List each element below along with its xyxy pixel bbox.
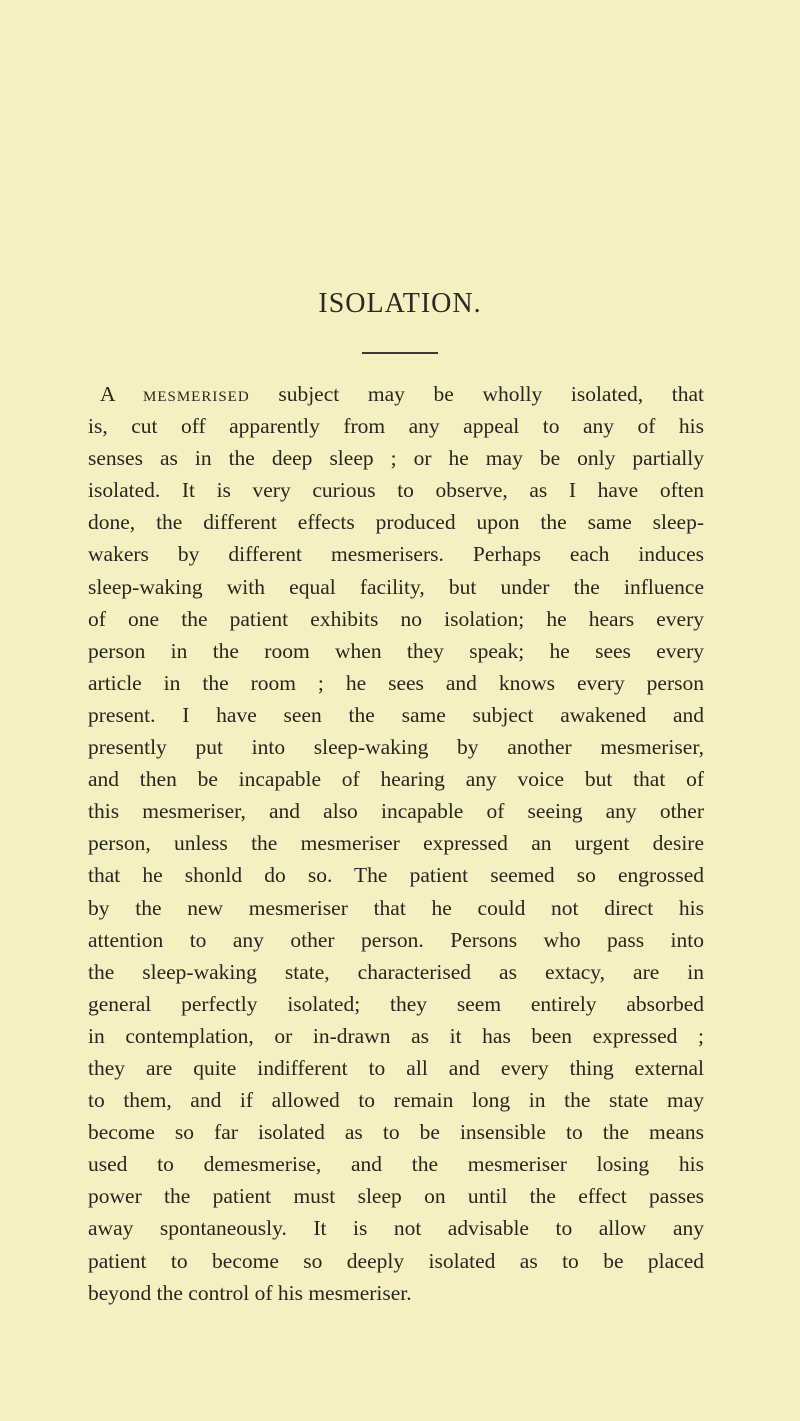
text-line: they are quite indifferent to all and every thing external [88, 1055, 704, 1080]
text-line: done, the different effects produced upon the same sleep- [88, 510, 704, 535]
text-line: to them, and if allowed to remain long in the state may [88, 1088, 704, 1113]
lead-smallcaps: mesmerised [143, 382, 250, 406]
text-line: become so far isolated as to be insensible to the means [88, 1120, 704, 1145]
chapter-paragraph [88, 378, 704, 1309]
text-line: beyond the control of his mesmeriser. [88, 1280, 412, 1305]
text-line: and then be incapable of hearing any voice but that of [88, 767, 704, 792]
chapter-title: ISOLATION. [318, 288, 482, 319]
text-line: this mesmeriser, and also incapable of seeing any other [88, 799, 704, 824]
text-line: used to demesmerise, and the mesmeriser losing his [88, 1152, 704, 1177]
text-line: power the patient must sleep on until the effect passes [88, 1184, 704, 1209]
text-line: in contemplation, or in-drawn as it has been expressed ; [88, 1023, 704, 1048]
text-line: presently put into sleep-waking by another mesmeriser, [88, 735, 704, 760]
title-divider [362, 352, 438, 354]
text-line: that he shonld do so. The patient seemed so engrossed [88, 863, 704, 888]
text-line: person, unless the mesmeriser expressed an urgent desire [88, 831, 704, 856]
text-line: sleep-waking with equal facility, but under the influence [88, 574, 704, 599]
text-line: by the new mesmeriser that he could not direct his [88, 895, 704, 920]
lead-word: A [100, 382, 115, 406]
line-rest: subject may be wholly isolated, that [249, 382, 704, 406]
text-line: wakers by different mesmerisers. Perhaps each induces [88, 542, 704, 567]
text-line: senses as in the deep sleep ; or he may be only partially [88, 446, 704, 471]
text-line: the sleep-waking state, characterised as extacy, are in [88, 959, 704, 984]
text-line: is, cut off apparently from any appeal to any of his [88, 414, 704, 439]
text-line: person in the room when they speak; he sees every [88, 638, 704, 663]
text-line [88, 378, 704, 410]
text-line: of one the patient exhibits no isolation; he hears every [88, 606, 704, 631]
text-line: attention to any other person. Persons who pass into [88, 927, 704, 952]
text-line: isolated. It is very curious to observe, as I have often [88, 478, 704, 503]
text-line: away spontaneously. It is not advisable to allow any [88, 1216, 704, 1241]
text-line: present. I have seen the same subject awakened and [88, 702, 704, 727]
text-line: patient to become so deeply isolated as to be placed [88, 1248, 704, 1273]
text-line: article in the room ; he sees and knows every person [88, 670, 704, 695]
text-line: general perfectly isolated; they seem entirely absorbed [88, 991, 704, 1016]
